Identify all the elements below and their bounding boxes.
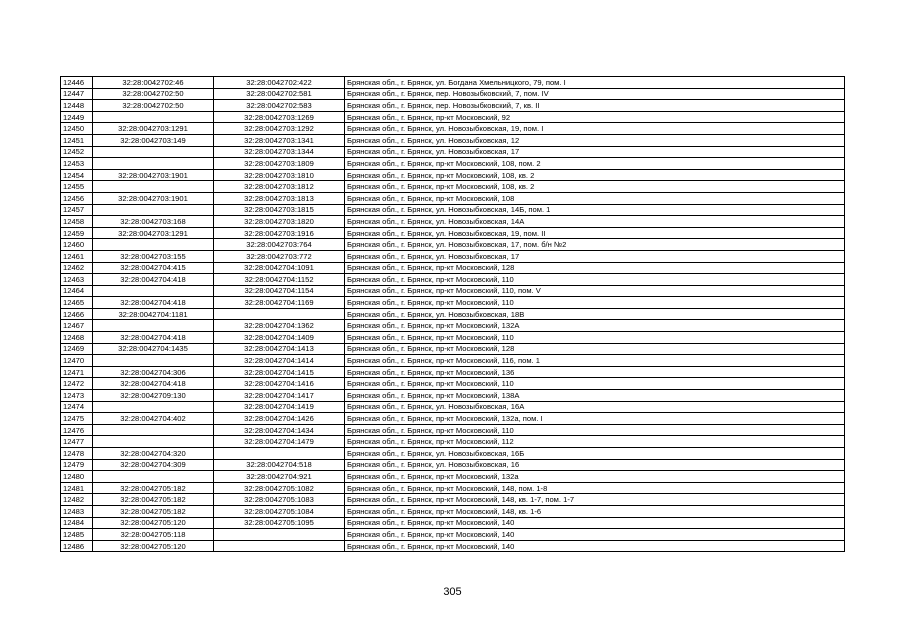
address-cell: Брянская обл., г. Брянск, ул. Новозыбковская, 17, пом. б/н №2 — [345, 239, 845, 251]
address-cell: Брянская обл., г. Брянск, пр-кт Московский, 132а — [345, 471, 845, 483]
address-cell: Брянская обл., г. Брянск, пер. Новозыбковский, 7, кв. II — [345, 100, 845, 112]
table-row — [61, 482, 845, 494]
address-cell: Брянская обл., г. Брянск, пр-кт Московский, 148, кв. 1-7, пом. 1-7 — [345, 494, 845, 506]
row-number-cell: 12483 — [61, 505, 93, 517]
row-number-cell: 12480 — [61, 471, 93, 483]
row-number-cell: 12474 — [61, 401, 93, 413]
parcel-cadastral-number-cell — [93, 401, 214, 413]
table-row — [61, 111, 845, 123]
address-cell: Брянская обл., г. Брянск, ул. Богдана Хмельницкого, 79, пом. I — [345, 77, 845, 89]
address-cell: Брянская обл., г. Брянск, пр-кт Московский, 128 — [345, 343, 845, 355]
parcel-cadastral-number-cell: 32:28:0042702:50 — [93, 88, 214, 100]
table-row — [61, 274, 845, 286]
address-cell: Брянская обл., г. Брянск, пр-кт Московский, 110 — [345, 332, 845, 344]
row-number-cell: 12460 — [61, 239, 93, 251]
parcel-cadastral-number-cell: 32:28:0042704:320 — [93, 448, 214, 460]
row-number-cell: 12472 — [61, 378, 93, 390]
row-number-cell: 12486 — [61, 540, 93, 552]
parcel-cadastral-number-cell: 32:28:0042709:130 — [93, 390, 214, 402]
object-cadastral-number-cell: 32:28:0042705:1095 — [214, 517, 345, 529]
object-cadastral-number-cell: 32:28:0042704:1479 — [214, 436, 345, 448]
object-cadastral-number-cell: 32:28:0042704:1409 — [214, 332, 345, 344]
object-cadastral-number-cell: 32:28:0042703:764 — [214, 239, 345, 251]
object-cadastral-number-cell: 32:28:0042703:1820 — [214, 216, 345, 228]
table-row — [61, 169, 845, 181]
parcel-cadastral-number-cell — [93, 424, 214, 436]
object-cadastral-number-cell: 32:28:0042702:583 — [214, 100, 345, 112]
parcel-cadastral-number-cell: 32:28:0042704:418 — [93, 297, 214, 309]
object-cadastral-number-cell: 32:28:0042704:518 — [214, 459, 345, 471]
row-number-cell: 12479 — [61, 459, 93, 471]
table-row — [61, 181, 845, 193]
parcel-cadastral-number-cell: 32:28:0042705:182 — [93, 482, 214, 494]
parcel-cadastral-number-cell: 32:28:0042703:1901 — [93, 169, 214, 181]
table-row — [61, 297, 845, 309]
address-cell: Брянская обл., г. Брянск, ул. Новозыбковская, 12 — [345, 134, 845, 146]
address-cell: Брянская обл., г. Брянск, ул. Новозыбковская, 14Б, пом. 1 — [345, 204, 845, 216]
address-cell: Брянская обл., г. Брянск, пр-кт Московский, 148, кв. 1-6 — [345, 505, 845, 517]
object-cadastral-number-cell: 32:28:0042703:1269 — [214, 111, 345, 123]
object-cadastral-number-cell: 32:28:0042704:1415 — [214, 366, 345, 378]
row-number-cell: 12464 — [61, 285, 93, 297]
object-cadastral-number-cell: 32:28:0042704:1154 — [214, 285, 345, 297]
row-number-cell: 12449 — [61, 111, 93, 123]
address-cell: Брянская обл., г. Брянск, пр-кт Московский, 108, кв. 2 — [345, 181, 845, 193]
table-row — [61, 100, 845, 112]
address-cell: Брянская обл., г. Брянск, ул. Новозыбковская, 18В — [345, 308, 845, 320]
row-number-cell: 12482 — [61, 494, 93, 506]
parcel-cadastral-number-cell — [93, 111, 214, 123]
object-cadastral-number-cell: 32:28:0042704:1152 — [214, 274, 345, 286]
table-row — [61, 471, 845, 483]
table-row — [61, 332, 845, 344]
table-row — [61, 216, 845, 228]
parcel-cadastral-number-cell: 32:28:0042703:155 — [93, 250, 214, 262]
parcel-cadastral-number-cell — [93, 239, 214, 251]
row-number-cell: 12446 — [61, 77, 93, 89]
parcel-cadastral-number-cell: 32:28:0042704:415 — [93, 262, 214, 274]
parcel-cadastral-number-cell: 32:28:0042703:168 — [93, 216, 214, 228]
row-number-cell: 12481 — [61, 482, 93, 494]
parcel-cadastral-number-cell: 32:28:0042705:118 — [93, 529, 214, 541]
parcel-cadastral-number-cell — [93, 181, 214, 193]
table-row — [61, 285, 845, 297]
parcel-cadastral-number-cell: 32:28:0042704:1181 — [93, 308, 214, 320]
address-cell: Брянская обл., г. Брянск, ул. Новозыбковская, 17 — [345, 250, 845, 262]
row-number-cell: 12476 — [61, 424, 93, 436]
table-row — [61, 540, 845, 552]
row-number-cell: 12470 — [61, 355, 93, 367]
object-cadastral-number-cell: 32:28:0042703:1810 — [214, 169, 345, 181]
table-row — [61, 262, 845, 274]
object-cadastral-number-cell: 32:28:0042703:1344 — [214, 146, 345, 158]
object-cadastral-number-cell: 32:28:0042704:921 — [214, 471, 345, 483]
row-number-cell: 12475 — [61, 413, 93, 425]
table-row — [61, 239, 845, 251]
object-cadastral-number-cell: 32:28:0042705:1084 — [214, 505, 345, 517]
address-cell: Брянская обл., г. Брянск, ул. Новозыбковская, 14А — [345, 216, 845, 228]
address-cell: Брянская обл., г. Брянск, пр-кт Московский, 140 — [345, 517, 845, 529]
parcel-cadastral-number-cell — [93, 158, 214, 170]
address-cell: Брянская обл., г. Брянск, пр-кт Московский, 138А — [345, 390, 845, 402]
address-cell: Брянская обл., г. Брянск, ул. Новозыбковская, 16 — [345, 459, 845, 471]
parcel-cadastral-number-cell: 32:28:0042705:182 — [93, 505, 214, 517]
parcel-cadastral-number-cell: 32:28:0042704:306 — [93, 366, 214, 378]
parcel-cadastral-number-cell: 32:28:0042704:418 — [93, 274, 214, 286]
table-row — [61, 320, 845, 332]
row-number-cell: 12454 — [61, 169, 93, 181]
row-number-cell: 12467 — [61, 320, 93, 332]
address-cell: Брянская обл., г. Брянск, пр-кт Московский, 110 — [345, 424, 845, 436]
address-cell: Брянская обл., г. Брянск, ул. Новозыбковская, 17 — [345, 146, 845, 158]
row-number-cell: 12484 — [61, 517, 93, 529]
row-number-cell: 12450 — [61, 123, 93, 135]
row-number-cell: 12458 — [61, 216, 93, 228]
table-row — [61, 459, 845, 471]
address-cell: Брянская обл., г. Брянск, пр-кт Московский, 110 — [345, 297, 845, 309]
object-cadastral-number-cell: 32:28:0042703:1809 — [214, 158, 345, 170]
object-cadastral-number-cell: 32:28:0042702:581 — [214, 88, 345, 100]
parcel-cadastral-number-cell — [93, 320, 214, 332]
object-cadastral-number-cell: 32:28:0042704:1434 — [214, 424, 345, 436]
address-cell: Брянская обл., г. Брянск, пер. Новозыбковский, 7, пом. IV — [345, 88, 845, 100]
table-row — [61, 366, 845, 378]
table-row — [61, 158, 845, 170]
table-row — [61, 204, 845, 216]
object-cadastral-number-cell: 32:28:0042703:1341 — [214, 134, 345, 146]
parcel-cadastral-number-cell: 32:28:0042703:1291 — [93, 123, 214, 135]
row-number-cell: 12455 — [61, 181, 93, 193]
address-cell: Брянская обл., г. Брянск, пр-кт Московский, 110 — [345, 274, 845, 286]
table-row — [61, 401, 845, 413]
object-cadastral-number-cell: 32:28:0042704:1417 — [214, 390, 345, 402]
table-row — [61, 134, 845, 146]
parcel-cadastral-number-cell — [93, 355, 214, 367]
row-number-cell: 12448 — [61, 100, 93, 112]
page-number: 305 — [443, 586, 462, 598]
row-number-cell: 12462 — [61, 262, 93, 274]
object-cadastral-number-cell: 32:28:0042703:1813 — [214, 192, 345, 204]
parcel-cadastral-number-cell: 32:28:0042704:418 — [93, 378, 214, 390]
address-cell: Брянская обл., г. Брянск, ул. Новозыбковская, 16А — [345, 401, 845, 413]
object-cadastral-number-cell — [214, 529, 345, 541]
address-cell: Брянская обл., г. Брянск, ул. Новозыбковская, 16Б — [345, 448, 845, 460]
object-cadastral-number-cell: 32:28:0042704:1362 — [214, 320, 345, 332]
row-number-cell: 12466 — [61, 308, 93, 320]
address-cell: Брянская обл., г. Брянск, пр-кт Московский, 128 — [345, 262, 845, 274]
row-number-cell: 12463 — [61, 274, 93, 286]
table-row — [61, 529, 845, 541]
object-cadastral-number-cell: 32:28:0042704:1414 — [214, 355, 345, 367]
address-cell: Брянская обл., г. Брянск, пр-кт Московский, 148, пом. 1-8 — [345, 482, 845, 494]
object-cadastral-number-cell: 32:28:0042703:772 — [214, 250, 345, 262]
table-row — [61, 378, 845, 390]
table-row — [61, 192, 845, 204]
table-row — [61, 250, 845, 262]
parcel-cadastral-number-cell: 32:28:0042704:418 — [93, 332, 214, 344]
table-row — [61, 227, 845, 239]
address-cell: Брянская обл., г. Брянск, пр-кт Московский, 140 — [345, 540, 845, 552]
parcel-cadastral-number-cell: 32:28:0042702:50 — [93, 100, 214, 112]
row-number-cell: 12477 — [61, 436, 93, 448]
row-number-cell: 12456 — [61, 192, 93, 204]
address-cell: Брянская обл., г. Брянск, пр-кт Московский, 110 — [345, 378, 845, 390]
address-cell: Брянская обл., г. Брянск, пр-кт Московский, 108, кв. 2 — [345, 169, 845, 181]
row-number-cell: 12471 — [61, 366, 93, 378]
row-number-cell: 12447 — [61, 88, 93, 100]
address-cell: Брянская обл., г. Брянск, пр-кт Московский, 132а, пом. I — [345, 413, 845, 425]
object-cadastral-number-cell: 32:28:0042703:1292 — [214, 123, 345, 135]
parcel-cadastral-number-cell: 32:28:0042704:309 — [93, 459, 214, 471]
parcel-cadastral-number-cell: 32:28:0042704:1435 — [93, 343, 214, 355]
table-row — [61, 505, 845, 517]
row-number-cell: 12468 — [61, 332, 93, 344]
parcel-cadastral-number-cell: 32:28:0042705:120 — [93, 540, 214, 552]
address-cell: Брянская обл., г. Брянск, пр-кт Московский, 108 — [345, 192, 845, 204]
row-number-cell: 12465 — [61, 297, 93, 309]
object-cadastral-number-cell: 32:28:0042703:1812 — [214, 181, 345, 193]
address-cell: Брянская обл., г. Брянск, ул. Новозыбковская, 19, пом. I — [345, 123, 845, 135]
object-cadastral-number-cell: 32:28:0042704:1413 — [214, 343, 345, 355]
table-row — [61, 123, 845, 135]
object-cadastral-number-cell: 32:28:0042704:1169 — [214, 297, 345, 309]
parcel-cadastral-number-cell — [93, 471, 214, 483]
object-cadastral-number-cell — [214, 448, 345, 460]
address-cell: Брянская обл., г. Брянск, пр-кт Московский, 110, пом. V — [345, 285, 845, 297]
address-cell: Брянская обл., г. Брянск, пр-кт Московский, 140 — [345, 529, 845, 541]
table-row — [61, 146, 845, 158]
parcel-cadastral-number-cell: 32:28:0042705:182 — [93, 494, 214, 506]
object-cadastral-number-cell: 32:28:0042704:1419 — [214, 401, 345, 413]
object-cadastral-number-cell — [214, 308, 345, 320]
object-cadastral-number-cell: 32:28:0042703:1815 — [214, 204, 345, 216]
parcel-cadastral-number-cell: 32:28:0042705:120 — [93, 517, 214, 529]
parcel-cadastral-number-cell: 32:28:0042703:1291 — [93, 227, 214, 239]
parcel-cadastral-number-cell — [93, 204, 214, 216]
table-row — [61, 494, 845, 506]
object-cadastral-number-cell — [214, 540, 345, 552]
row-number-cell: 12451 — [61, 134, 93, 146]
address-cell: Брянская обл., г. Брянск, пр-кт Московский, 92 — [345, 111, 845, 123]
table-row — [61, 424, 845, 436]
registry-table — [60, 76, 845, 552]
table-row — [61, 448, 845, 460]
parcel-cadastral-number-cell — [93, 146, 214, 158]
parcel-cadastral-number-cell: 32:28:0042702:46 — [93, 77, 214, 89]
row-number-cell: 12459 — [61, 227, 93, 239]
parcel-cadastral-number-cell: 32:28:0042703:1901 — [93, 192, 214, 204]
table-row — [61, 413, 845, 425]
parcel-cadastral-number-cell: 32:28:0042703:149 — [93, 134, 214, 146]
table-row — [61, 390, 845, 402]
parcel-cadastral-number-cell: 32:28:0042704:402 — [93, 413, 214, 425]
table-row — [61, 308, 845, 320]
registry-table-body — [61, 77, 845, 552]
row-number-cell: 12453 — [61, 158, 93, 170]
object-cadastral-number-cell: 32:28:0042705:1082 — [214, 482, 345, 494]
address-cell: Брянская обл., г. Брянск, пр-кт Московский, 112 — [345, 436, 845, 448]
object-cadastral-number-cell: 32:28:0042704:1416 — [214, 378, 345, 390]
table-row — [61, 77, 845, 89]
table-row — [61, 343, 845, 355]
object-cadastral-number-cell: 32:28:0042703:1916 — [214, 227, 345, 239]
table-row — [61, 355, 845, 367]
parcel-cadastral-number-cell — [93, 285, 214, 297]
row-number-cell: 12469 — [61, 343, 93, 355]
address-cell: Брянская обл., г. Брянск, пр-кт Московский, 116, пом. 1 — [345, 355, 845, 367]
table-row — [61, 517, 845, 529]
row-number-cell: 12461 — [61, 250, 93, 262]
row-number-cell: 12485 — [61, 529, 93, 541]
table-row — [61, 436, 845, 448]
address-cell: Брянская обл., г. Брянск, пр-кт Московский, 132А — [345, 320, 845, 332]
object-cadastral-number-cell: 32:28:0042704:1426 — [214, 413, 345, 425]
object-cadastral-number-cell: 32:28:0042705:1083 — [214, 494, 345, 506]
object-cadastral-number-cell: 32:28:0042702:422 — [214, 77, 345, 89]
row-number-cell: 12478 — [61, 448, 93, 460]
parcel-cadastral-number-cell — [93, 436, 214, 448]
address-cell: Брянская обл., г. Брянск, пр-кт Московский, 108, пом. 2 — [345, 158, 845, 170]
row-number-cell: 12452 — [61, 146, 93, 158]
row-number-cell: 12457 — [61, 204, 93, 216]
table-row — [61, 88, 845, 100]
object-cadastral-number-cell: 32:28:0042704:1091 — [214, 262, 345, 274]
row-number-cell: 12473 — [61, 390, 93, 402]
address-cell: Брянская обл., г. Брянск, пр-кт Московский, 136 — [345, 366, 845, 378]
address-cell: Брянская обл., г. Брянск, ул. Новозыбковская, 19, пом. II — [345, 227, 845, 239]
